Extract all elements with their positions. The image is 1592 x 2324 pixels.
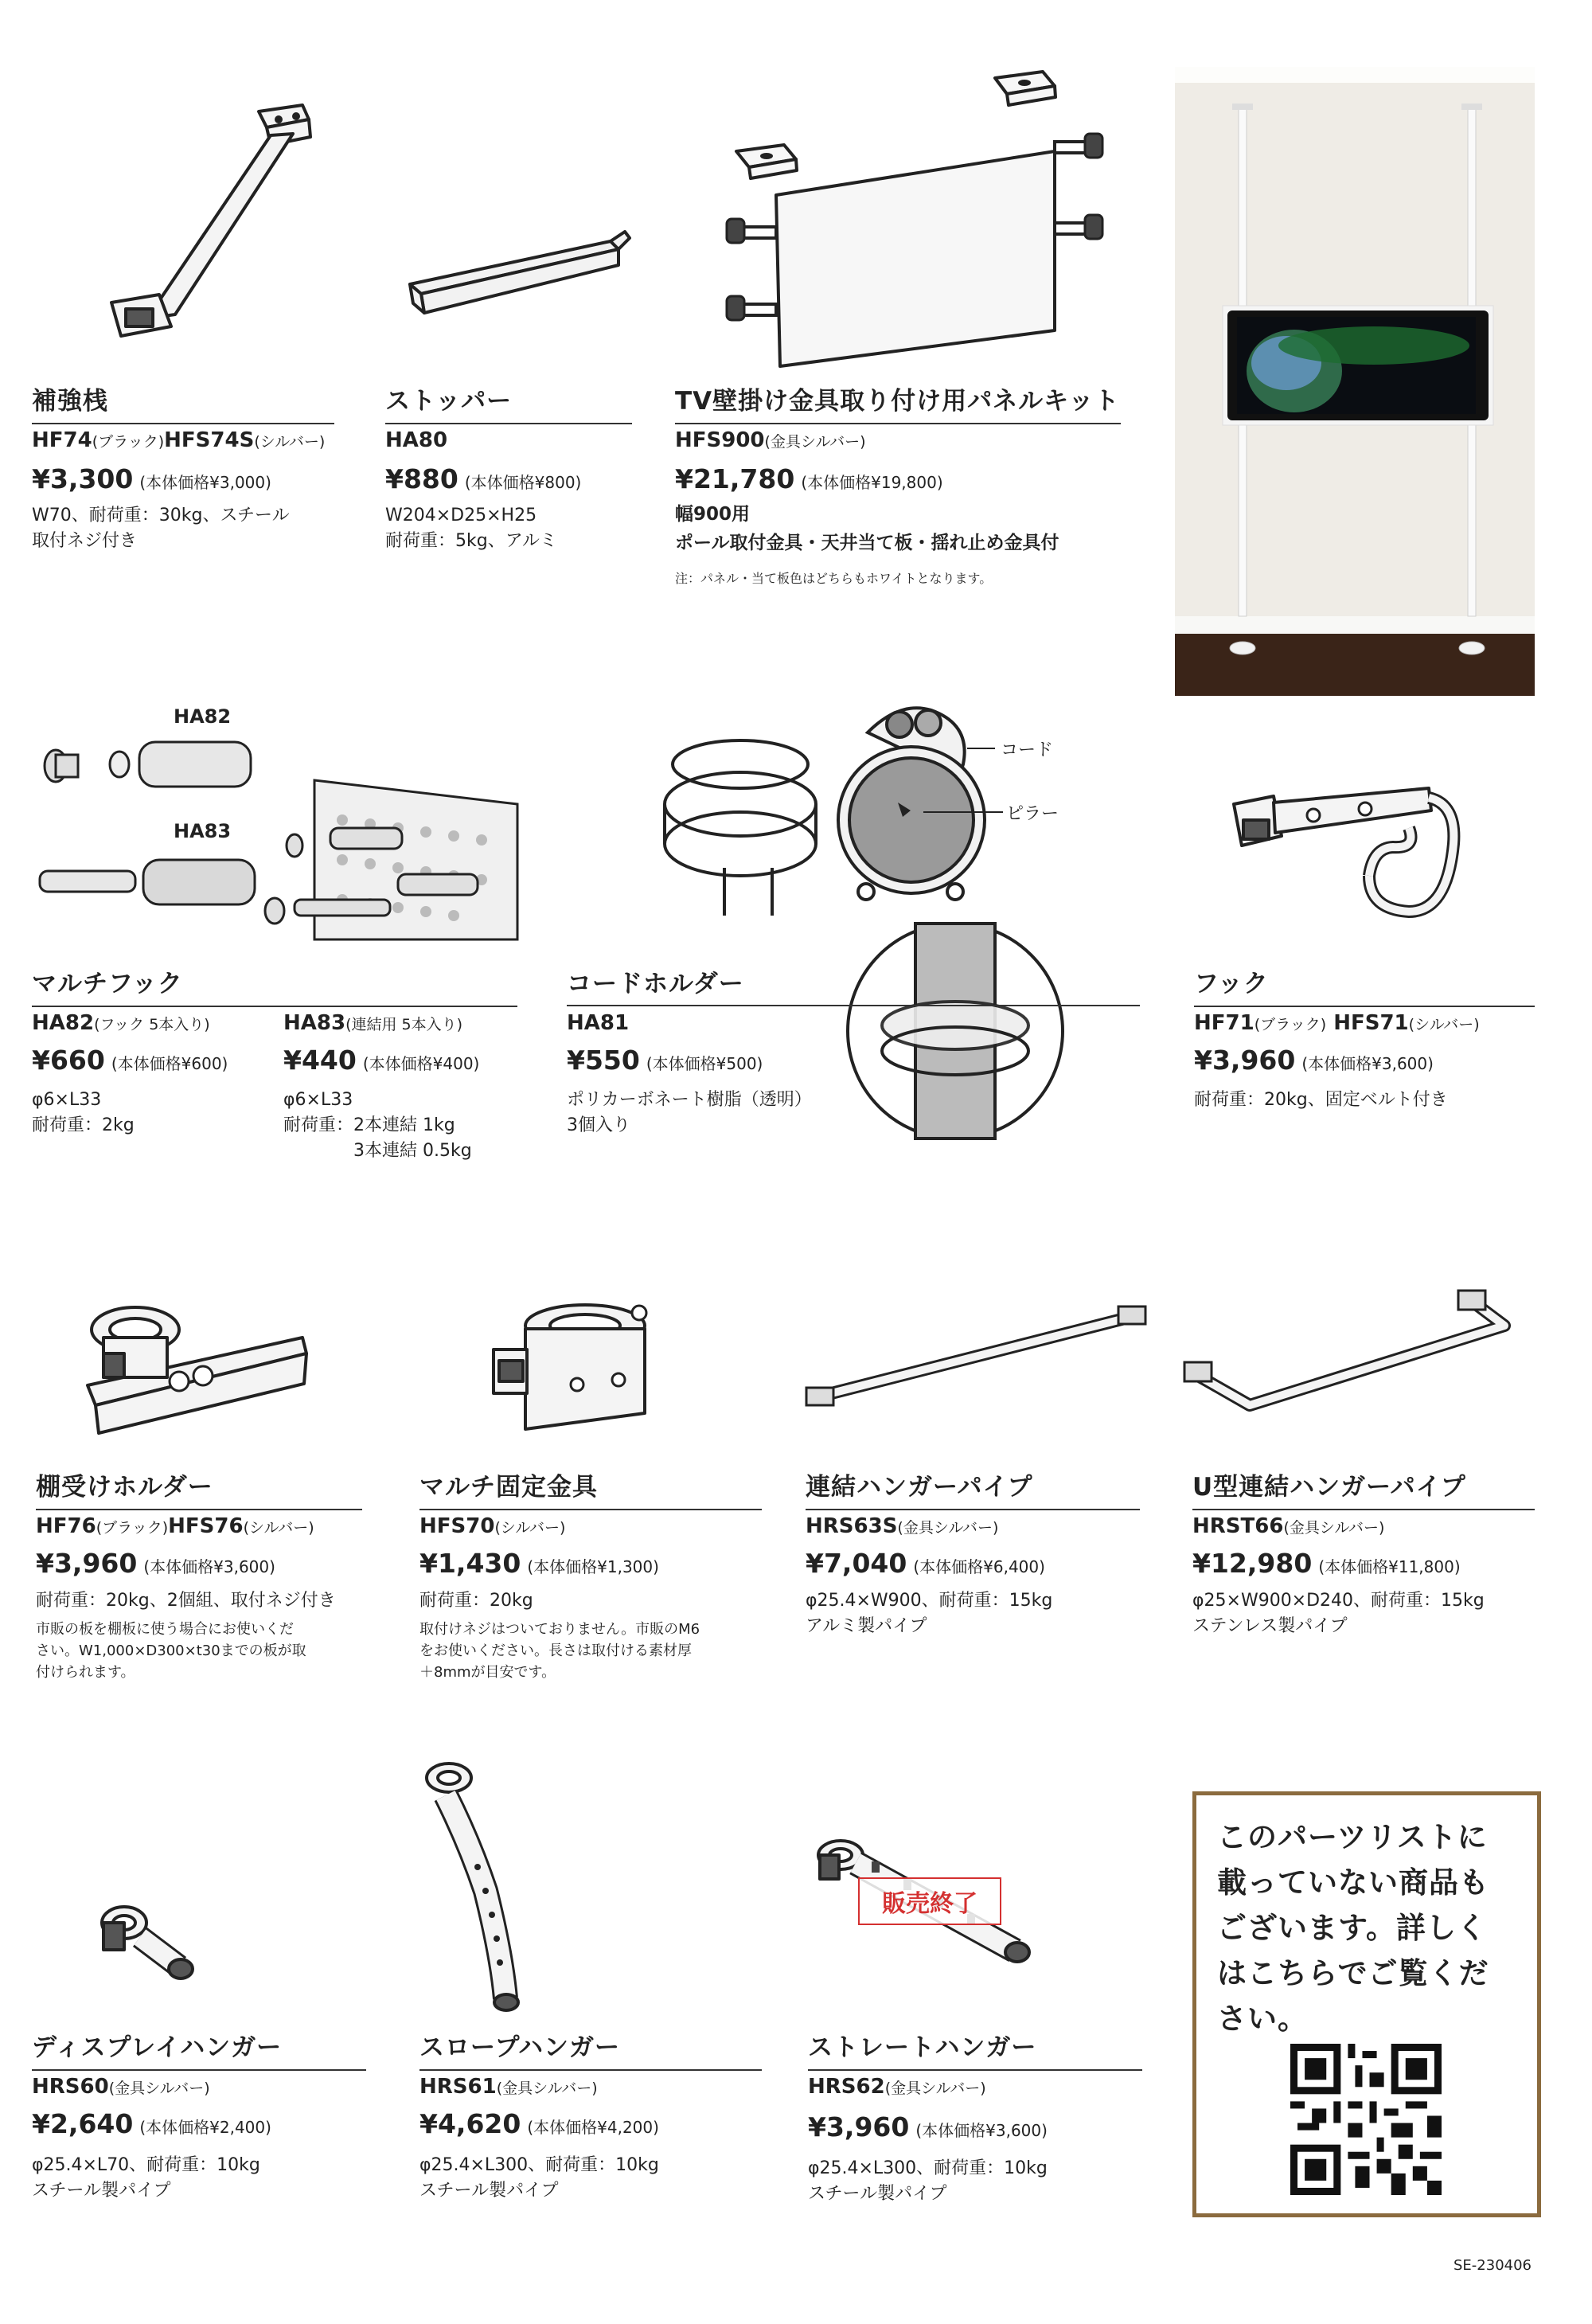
product-description: φ25.4×L70、耐荷重：10kg スチール製パイプ bbox=[32, 2155, 260, 2201]
code-hf74: HF74 bbox=[32, 428, 92, 452]
product-title: マルチフック bbox=[32, 963, 517, 1007]
product-description: W70、耐荷重：30kg、スチール 取付ネジ付き bbox=[32, 506, 290, 551]
price-note: (本体価格¥1,300) bbox=[527, 1557, 659, 1576]
product-code bbox=[419, 2075, 598, 2099]
product-title: TV壁掛け金具取り付け用パネルキット bbox=[675, 381, 1121, 424]
code-note: (金具シルバー) bbox=[108, 2080, 210, 2097]
callout-label: HA82 bbox=[174, 705, 232, 728]
product-code bbox=[419, 1514, 565, 1538]
product-price bbox=[419, 1548, 659, 1579]
qr-info-panel bbox=[1192, 1791, 1541, 2217]
product-description: φ6×L33 耐荷重：2本連結 1kg 3本連結 0.5kg bbox=[283, 1090, 472, 1161]
product-description: φ25×W900×D240、耐荷重：15kg ステンレス製パイプ bbox=[1192, 1591, 1485, 1636]
code-note: (連結用 5本入り) bbox=[345, 1016, 463, 1033]
product-code bbox=[32, 428, 325, 452]
price-value: ¥3,960 bbox=[36, 1548, 138, 1579]
product-title: コードホルダー bbox=[567, 970, 744, 998]
multi-hook-illustration bbox=[32, 709, 525, 939]
price-note: (本体価格¥6,400) bbox=[913, 1557, 1045, 1576]
product-code bbox=[32, 2075, 210, 2099]
code-hf76: HF76 bbox=[36, 1514, 96, 1538]
code-hfs71: HFS71 bbox=[1333, 1011, 1409, 1035]
price-note: (本体価格¥400) bbox=[362, 1054, 480, 1073]
product-title: 連結ハンガーパイプ bbox=[806, 1467, 1140, 1510]
product-code bbox=[36, 1514, 314, 1538]
product-code bbox=[1192, 1514, 1384, 1538]
price-value: ¥550 bbox=[567, 1045, 640, 1076]
code-hrs62: HRS62 bbox=[808, 2075, 885, 2099]
product-description: φ6×L33 耐荷重：2kg bbox=[32, 1090, 135, 1135]
price-value: ¥660 bbox=[32, 1045, 105, 1076]
product-code bbox=[806, 1514, 998, 1538]
product-title: U型連結ハンガーパイプ bbox=[1192, 1467, 1535, 1510]
callout-label: HA83 bbox=[174, 820, 232, 842]
price-note: (本体価格¥800) bbox=[464, 473, 582, 492]
stopper-illustration bbox=[402, 227, 633, 338]
price-value: ¥3,960 bbox=[808, 2111, 910, 2142]
product-description: W204×D25×H25 耐荷重：5kg、アルミ bbox=[385, 506, 557, 551]
price-value: ¥3,300 bbox=[32, 463, 134, 494]
product-code: HA81 bbox=[567, 1011, 630, 1035]
price-note: (本体価格¥3,600) bbox=[1301, 1054, 1434, 1073]
price-value: ¥21,780 bbox=[675, 463, 795, 494]
product-price bbox=[32, 1045, 228, 1076]
product-description: 幅900用 ポール取付金具・天井当て板・揺れ止め金具付 bbox=[675, 504, 1059, 553]
callout-label: コード bbox=[1001, 740, 1054, 760]
price-value: ¥440 bbox=[283, 1045, 357, 1076]
code-note: (金具シルバー) bbox=[764, 433, 866, 451]
display-hanger-illustration bbox=[96, 1899, 199, 1986]
hanger-pipe-illustration bbox=[800, 1302, 1150, 1413]
product-title: フック bbox=[1194, 963, 1535, 1007]
price-note: (本体価格¥2,400) bbox=[139, 2118, 271, 2137]
code-note: (ブラック) bbox=[96, 1519, 169, 1537]
code-hrs60: HRS60 bbox=[32, 2075, 109, 2099]
price-note: (本体価格¥3,600) bbox=[915, 2121, 1048, 2140]
product-code bbox=[283, 1011, 462, 1035]
product-title: ストレートハンガー bbox=[808, 2027, 1142, 2071]
product-note: 注：パネル・当て板色はどちらもホワイトとなります。 bbox=[675, 571, 993, 586]
code-note: (シルバー) bbox=[494, 1519, 566, 1537]
code-note: (シルバー) bbox=[243, 1519, 314, 1537]
product-description: 耐荷重：20kg bbox=[419, 1591, 533, 1611]
code-hf71: HF71 bbox=[1194, 1011, 1254, 1035]
product-description: ポリカーボネート樹脂（透明） 3個入り bbox=[567, 1090, 812, 1135]
product-price bbox=[32, 463, 271, 494]
hook-illustration bbox=[1218, 772, 1504, 955]
product-price bbox=[36, 1548, 275, 1579]
code-hrst66: HRST66 bbox=[1192, 1514, 1284, 1538]
product-price bbox=[806, 1548, 1045, 1579]
product-description: 耐荷重：20kg、2個組、取付ネジ付き bbox=[36, 1591, 336, 1611]
slope-hanger-illustration bbox=[422, 1756, 613, 2018]
product-price bbox=[385, 463, 581, 494]
product-code: HA80 bbox=[385, 428, 448, 452]
price-note: (本体価格¥11,800) bbox=[1318, 1557, 1461, 1576]
price-note: (本体価格¥19,800) bbox=[801, 473, 943, 492]
product-price bbox=[283, 1045, 479, 1076]
product-description: φ25.4×L300、耐荷重：10kg スチール製パイプ bbox=[419, 2155, 659, 2201]
code-hrs61: HRS61 bbox=[419, 2075, 497, 2099]
price-note: (本体価格¥3,000) bbox=[139, 473, 271, 492]
code-hfs900: HFS900 bbox=[675, 428, 765, 452]
room-scene bbox=[1175, 67, 1535, 696]
product-title: 補強桟 bbox=[32, 381, 334, 424]
code-hfs70: HFS70 bbox=[419, 1514, 495, 1538]
callout-label: ピラー bbox=[1006, 804, 1059, 824]
code-note: (ブラック) bbox=[92, 433, 165, 451]
u-hanger-pipe-illustration bbox=[1178, 1286, 1536, 1421]
code-ha82: HA82 bbox=[32, 1011, 95, 1035]
code-note: (フック 5本入り) bbox=[94, 1016, 210, 1033]
product-price bbox=[1192, 1548, 1461, 1579]
shelf-holder-illustration bbox=[80, 1298, 318, 1433]
price-value: ¥7,040 bbox=[806, 1548, 907, 1579]
price-note: (本体価格¥3,600) bbox=[143, 1557, 275, 1576]
product-price bbox=[808, 2111, 1048, 2142]
product-title: 棚受けホルダー bbox=[36, 1467, 362, 1510]
discontinued-badge: 販売終了 bbox=[858, 1877, 1001, 1925]
price-value: ¥4,620 bbox=[419, 2108, 521, 2139]
product-code bbox=[808, 2075, 986, 2099]
product-code bbox=[675, 428, 866, 452]
code-ha83: HA83 bbox=[283, 1011, 346, 1035]
product-title: ディスプレイハンガー bbox=[32, 2027, 366, 2071]
reinforcing-bracket-illustration bbox=[72, 88, 342, 342]
code-note: (金具シルバー) bbox=[884, 2080, 986, 2097]
code-note: (金具シルバー) bbox=[1283, 1519, 1385, 1537]
multi-fixing-bracket-illustration bbox=[482, 1302, 681, 1437]
price-value: ¥2,640 bbox=[32, 2108, 134, 2139]
product-description: 耐荷重：20kg、固定ベルト付き bbox=[1194, 1090, 1448, 1110]
document-code: SE-230406 bbox=[1453, 2257, 1532, 2274]
price-value: ¥880 bbox=[385, 463, 458, 494]
product-note: 取付けネジはついておりません。市販のM6 をお使いください。長さは取付ける素材厚 ＋8mmが目安です。 bbox=[419, 1621, 700, 1681]
code-note: (シルバー) bbox=[1408, 1016, 1480, 1033]
price-value: ¥3,960 bbox=[1194, 1045, 1296, 1076]
product-price bbox=[32, 2108, 271, 2139]
product-title: ストッパー bbox=[385, 381, 632, 424]
qr-panel-text: このパーツリストに 載っていない商品も ございます。詳しく はこちらでご覧くだ さい。 bbox=[1217, 1820, 1489, 2036]
product-price bbox=[675, 463, 943, 494]
price-note: (本体価格¥4,200) bbox=[527, 2118, 659, 2137]
price-value: ¥12,980 bbox=[1192, 1548, 1313, 1579]
code-note: (金具シルバー) bbox=[496, 2080, 598, 2097]
code-note: (ブラック) bbox=[1254, 1016, 1327, 1033]
code-hrs63s: HRS63S bbox=[806, 1514, 898, 1538]
product-title: スロープハンガー bbox=[419, 2027, 762, 2071]
product-price bbox=[567, 1045, 763, 1076]
product-code bbox=[32, 1011, 210, 1035]
product-description: φ25.4×W900、耐荷重：15kg アルミ製パイプ bbox=[806, 1591, 1053, 1636]
tv-panel-kit-illustration bbox=[720, 56, 1110, 382]
product-note: 市販の板を棚板に使う場合にお使いくだ さい。W1,000×D300×t30までの板が取 付けられます。 bbox=[36, 1621, 306, 1681]
title-rule bbox=[567, 1005, 1140, 1006]
product-price bbox=[419, 2108, 659, 2139]
price-note: (本体価格¥500) bbox=[646, 1054, 763, 1073]
price-value: ¥1,430 bbox=[419, 1548, 521, 1579]
price-note: (本体価格¥600) bbox=[111, 1054, 228, 1073]
tv-installation-photo bbox=[1175, 67, 1535, 696]
product-code bbox=[1194, 1011, 1480, 1035]
code-hfs74s: HFS74S bbox=[164, 428, 255, 452]
code-note: (金具シルバー) bbox=[897, 1519, 999, 1537]
code-hfs76: HFS76 bbox=[168, 1514, 244, 1538]
product-title: マルチ固定金具 bbox=[419, 1467, 762, 1510]
product-description: φ25.4×L300、耐荷重：10kg スチール製パイプ bbox=[808, 2158, 1048, 2204]
qr-code-icon[interactable] bbox=[1290, 2044, 1442, 2195]
product-price bbox=[1194, 1045, 1434, 1076]
code-note: (シルバー) bbox=[254, 433, 326, 451]
